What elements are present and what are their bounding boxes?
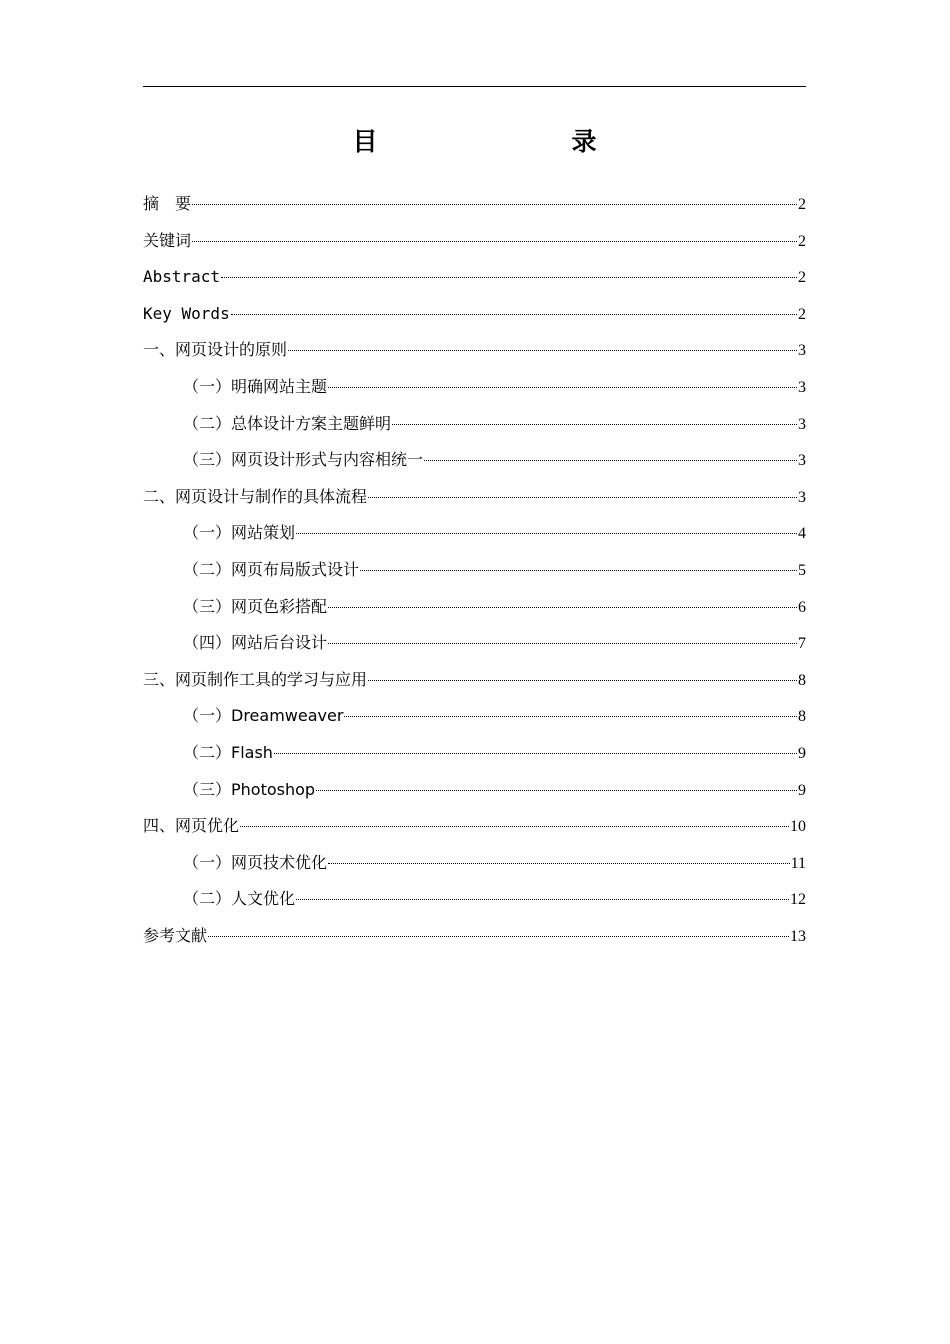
header-rule bbox=[143, 86, 806, 87]
toc-entry[interactable] bbox=[143, 406, 806, 443]
toc-entry-text: 摘 要 bbox=[143, 194, 192, 213]
toc-entry-page-number: 2 bbox=[798, 196, 806, 213]
toc-entry-page-number: 11 bbox=[790, 854, 806, 872]
toc-entry[interactable] bbox=[143, 552, 806, 589]
toc-entry[interactable] bbox=[143, 479, 806, 516]
toc-entry[interactable] bbox=[143, 369, 806, 406]
toc-entry-text: 参考文献 bbox=[143, 925, 208, 945]
dot-leader bbox=[192, 204, 797, 205]
toc-entry-page-number: 7 bbox=[798, 635, 806, 653]
dot-leader bbox=[231, 314, 797, 315]
toc-entry-text: （一）明确网站主题 bbox=[183, 376, 328, 396]
dot-leader bbox=[392, 424, 797, 425]
toc-entry[interactable] bbox=[143, 442, 806, 479]
toc-entry-text: 一、网页设计的原则 bbox=[143, 340, 288, 360]
toc-entry-text: （一）Dreamweaver bbox=[183, 706, 344, 726]
toc-entry-text: 关键词 bbox=[143, 230, 192, 250]
toc-entry-page-number: 9 bbox=[798, 744, 806, 762]
dot-leader bbox=[424, 460, 797, 461]
toc-entry-text: （二）Flash bbox=[183, 742, 273, 762]
dot-leader bbox=[316, 790, 797, 791]
toc-entry[interactable] bbox=[143, 515, 806, 552]
toc-entry[interactable] bbox=[143, 698, 806, 735]
toc-entry-page-number: 4 bbox=[798, 525, 806, 543]
toc-entry-page-number: 13 bbox=[790, 927, 806, 945]
toc-entry-text: （三）网页色彩搭配 bbox=[183, 596, 328, 616]
toc-entry-text: Key Words bbox=[143, 303, 230, 323]
dot-leader bbox=[240, 826, 789, 827]
dot-leader bbox=[208, 936, 789, 937]
toc-entry[interactable] bbox=[143, 332, 806, 369]
toc-entry[interactable] bbox=[143, 259, 806, 296]
toc-entry-text: （三）Photoshop bbox=[183, 779, 316, 799]
dot-leader bbox=[296, 899, 789, 900]
toc-entry-page-number: 8 bbox=[798, 671, 806, 689]
toc-entry[interactable] bbox=[143, 845, 806, 882]
dot-leader bbox=[221, 277, 797, 278]
toc-entry-text: （二）网页布局版式设计 bbox=[183, 559, 360, 579]
dot-leader bbox=[328, 387, 797, 388]
toc-entry[interactable] bbox=[143, 808, 806, 845]
toc-entry-text: 四、网页优化 bbox=[143, 816, 240, 836]
toc-entry[interactable] bbox=[143, 186, 806, 223]
toc-entry-text: （一）网站策划 bbox=[183, 523, 296, 543]
toc-entry-text: （二）人文优化 bbox=[183, 889, 296, 909]
dot-leader bbox=[328, 607, 797, 608]
table-of-contents bbox=[143, 186, 806, 954]
dot-leader bbox=[368, 680, 797, 681]
toc-entry-page-number: 2 bbox=[798, 269, 806, 287]
toc-entry-page-number: 5 bbox=[798, 561, 806, 579]
dot-leader bbox=[368, 497, 797, 498]
toc-entry-text: 二、网页设计与制作的具体流程 bbox=[143, 486, 368, 506]
toc-entry-page-number: 12 bbox=[790, 891, 806, 909]
toc-entry-page-number: 3 bbox=[798, 452, 806, 470]
dot-leader bbox=[328, 863, 790, 864]
toc-entry-page-number: 3 bbox=[798, 342, 806, 360]
dot-leader bbox=[192, 241, 797, 242]
toc-entry-page-number: 2 bbox=[798, 305, 806, 323]
toc-entry-page-number: 8 bbox=[798, 708, 806, 726]
page-title: 目 录 bbox=[352, 127, 645, 156]
toc-entry[interactable] bbox=[143, 662, 806, 699]
toc-entry[interactable] bbox=[143, 772, 806, 809]
toc-entry-text: （一）网页技术优化 bbox=[183, 852, 328, 872]
dot-leader bbox=[344, 716, 797, 717]
toc-entry-page-number: 2 bbox=[798, 232, 806, 250]
toc-entry-page-number: 3 bbox=[798, 488, 806, 506]
toc-entry-text: Abstract bbox=[143, 267, 221, 287]
dot-leader bbox=[360, 570, 797, 571]
toc-entry-text: 三、网页制作工具的学习与应用 bbox=[143, 669, 368, 689]
toc-entry[interactable] bbox=[143, 296, 806, 333]
dot-leader bbox=[328, 643, 797, 644]
toc-entry[interactable] bbox=[143, 589, 806, 626]
toc-entry-page-number: 6 bbox=[798, 598, 806, 616]
toc-entry[interactable] bbox=[143, 735, 806, 772]
toc-entry-text: （二）总体设计方案主题鲜明 bbox=[183, 413, 392, 433]
toc-entry-page-number: 3 bbox=[798, 415, 806, 433]
dot-leader bbox=[274, 753, 797, 754]
toc-entry-page-number: 3 bbox=[798, 378, 806, 396]
toc-entry-page-number: 9 bbox=[798, 781, 806, 799]
toc-entry-page-number: 10 bbox=[790, 818, 806, 836]
dot-leader bbox=[296, 533, 797, 534]
toc-entry-text: （四）网站后台设计 bbox=[183, 633, 328, 653]
toc-entry-text: （三）网页设计形式与内容相统一 bbox=[183, 450, 424, 470]
dot-leader bbox=[288, 350, 797, 351]
toc-entry[interactable] bbox=[143, 223, 806, 260]
toc-entry[interactable] bbox=[143, 918, 806, 955]
toc-entry[interactable] bbox=[143, 881, 806, 918]
toc-entry[interactable] bbox=[143, 625, 806, 662]
